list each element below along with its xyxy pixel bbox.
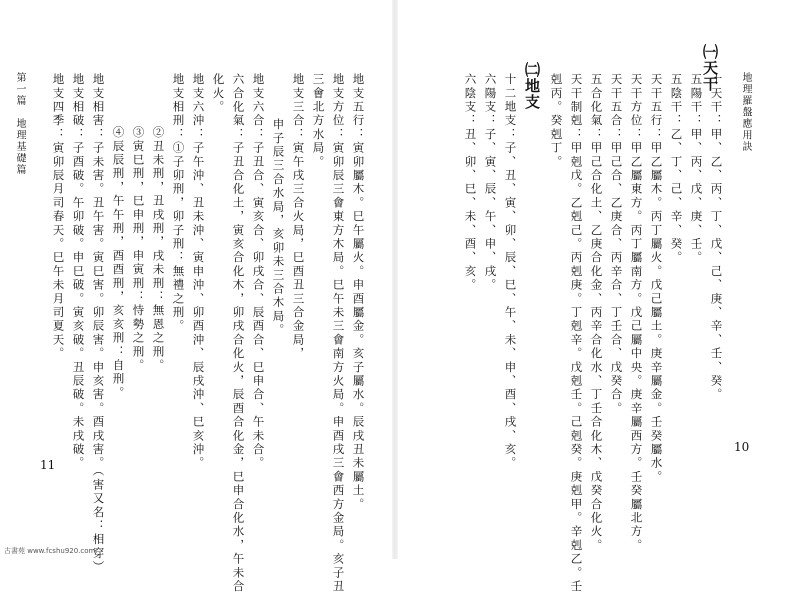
- right-page: [398, 0, 793, 594]
- text-column: 五陰干：乙、丁、己、辛、癸。: [669, 73, 684, 265]
- watermark-text: 古書苑 www.fcshu920.com: [4, 547, 96, 555]
- text-column: 地支四季：寅卯辰月司春天。巳午未月司夏天。: [51, 73, 66, 361]
- text-column: ③寅巳刑，巳申刑，申寅刑：恃勢之刑。: [131, 126, 146, 373]
- text-column: 地支方位：寅卯辰三會東方木局。巳午未三會南方火局。申酉戌三會西方金局。亥子丑: [331, 73, 346, 594]
- text-column: 地支六合：子丑合、寅亥合、卯戌合、辰酉合、巳申合、午未合。: [251, 73, 266, 471]
- text-column: 五陽干：甲、丙、戊、庚、壬。: [689, 73, 704, 265]
- text-column: 天干五合：甲己合、乙庚合、丙辛合、丁壬合、戊癸合。: [609, 73, 624, 416]
- text-column: 申子辰三合水局，亥卯未三合木局。: [271, 118, 286, 338]
- running-head-right: 地理羅盤應用訣: [740, 72, 751, 153]
- text-column: ②丑未刑，丑戌刑，戌未刑：無恩之刑。: [151, 126, 166, 373]
- text-column: 剋丙。癸剋丁。: [549, 73, 564, 169]
- text-column: 地支六沖：子午沖、丑未沖、寅申沖、卯酉沖、辰戌沖、巳亥沖。: [191, 73, 206, 471]
- text-column: 地支相刑：①子卯刑，卯子刑：無禮之刑。: [171, 73, 186, 334]
- text-column: 地支五行：寅卯屬木。巳午屬火。申酉屬金。亥子屬水。辰戌丑未屬土。: [351, 73, 366, 512]
- text-column: 地支三合：寅午戌三合火局，巳酉丑三合金局，: [291, 73, 306, 361]
- text-column: 十天干：甲、乙、丙、丁、戊、己、庚、辛、壬、癸。: [709, 73, 724, 402]
- text-column: 地支相破：子酉破。午卯破。申巳破。寅亥破。丑辰破。未戌破。: [71, 73, 86, 471]
- text-column: ④辰辰刑，午午刑，酉酉刑，亥亥刑：自刑。: [111, 126, 126, 400]
- text-column: 十二地支：子、丑、寅、卯、辰、巳、午、未、申、酉、戌、亥。: [503, 73, 518, 471]
- text-column: 天干方位：甲乙屬東方。丙丁屬南方。戊己屬中央。庚辛屬西方。壬癸屬北方。: [629, 73, 644, 553]
- running-head-left: 第一篇 地理基礎篇: [14, 72, 25, 176]
- section-heading-tiangan: ㈠天干: [701, 44, 719, 92]
- text-column: 六合化氣：子丑合化土，寅亥合化木，卯戌合化火，辰酉合化金，巳申合化水，午未合: [231, 73, 246, 594]
- text-column: 地支相害：子未害。丑午害。寅巳害。卯辰害。申亥害。酉戌害。（害又名：相穿）: [91, 73, 106, 575]
- text-column: 化火。: [211, 73, 226, 115]
- text-column: 三會北方水局。: [311, 73, 326, 169]
- page-number-right: 10: [734, 440, 750, 454]
- text-column: 天干制剋：甲剋戊。乙剋己。丙剋庚。丁剋辛。戊剋壬。己剋癸。庚剋甲。辛剋乙。壬: [569, 73, 584, 594]
- text-column: 六陰支：丑、卯、巳、未、酉、亥。: [463, 73, 478, 293]
- text-column: 天干五行：甲乙屬木。丙丁屬火。戊己屬土。庚辛屬金。壬癸屬水。: [649, 73, 664, 484]
- section-heading-dizhi: ㈡地支: [523, 62, 541, 110]
- left-page: [0, 0, 392, 594]
- page-number-left: 11: [40, 458, 56, 472]
- text-column: 五合化氣：甲己合化土、乙庚合化金、丙辛合化水、丁壬合化木、戊癸合化火。: [589, 73, 604, 553]
- text-column: 六陽支：子、寅、辰、午、申、戌。: [483, 73, 498, 293]
